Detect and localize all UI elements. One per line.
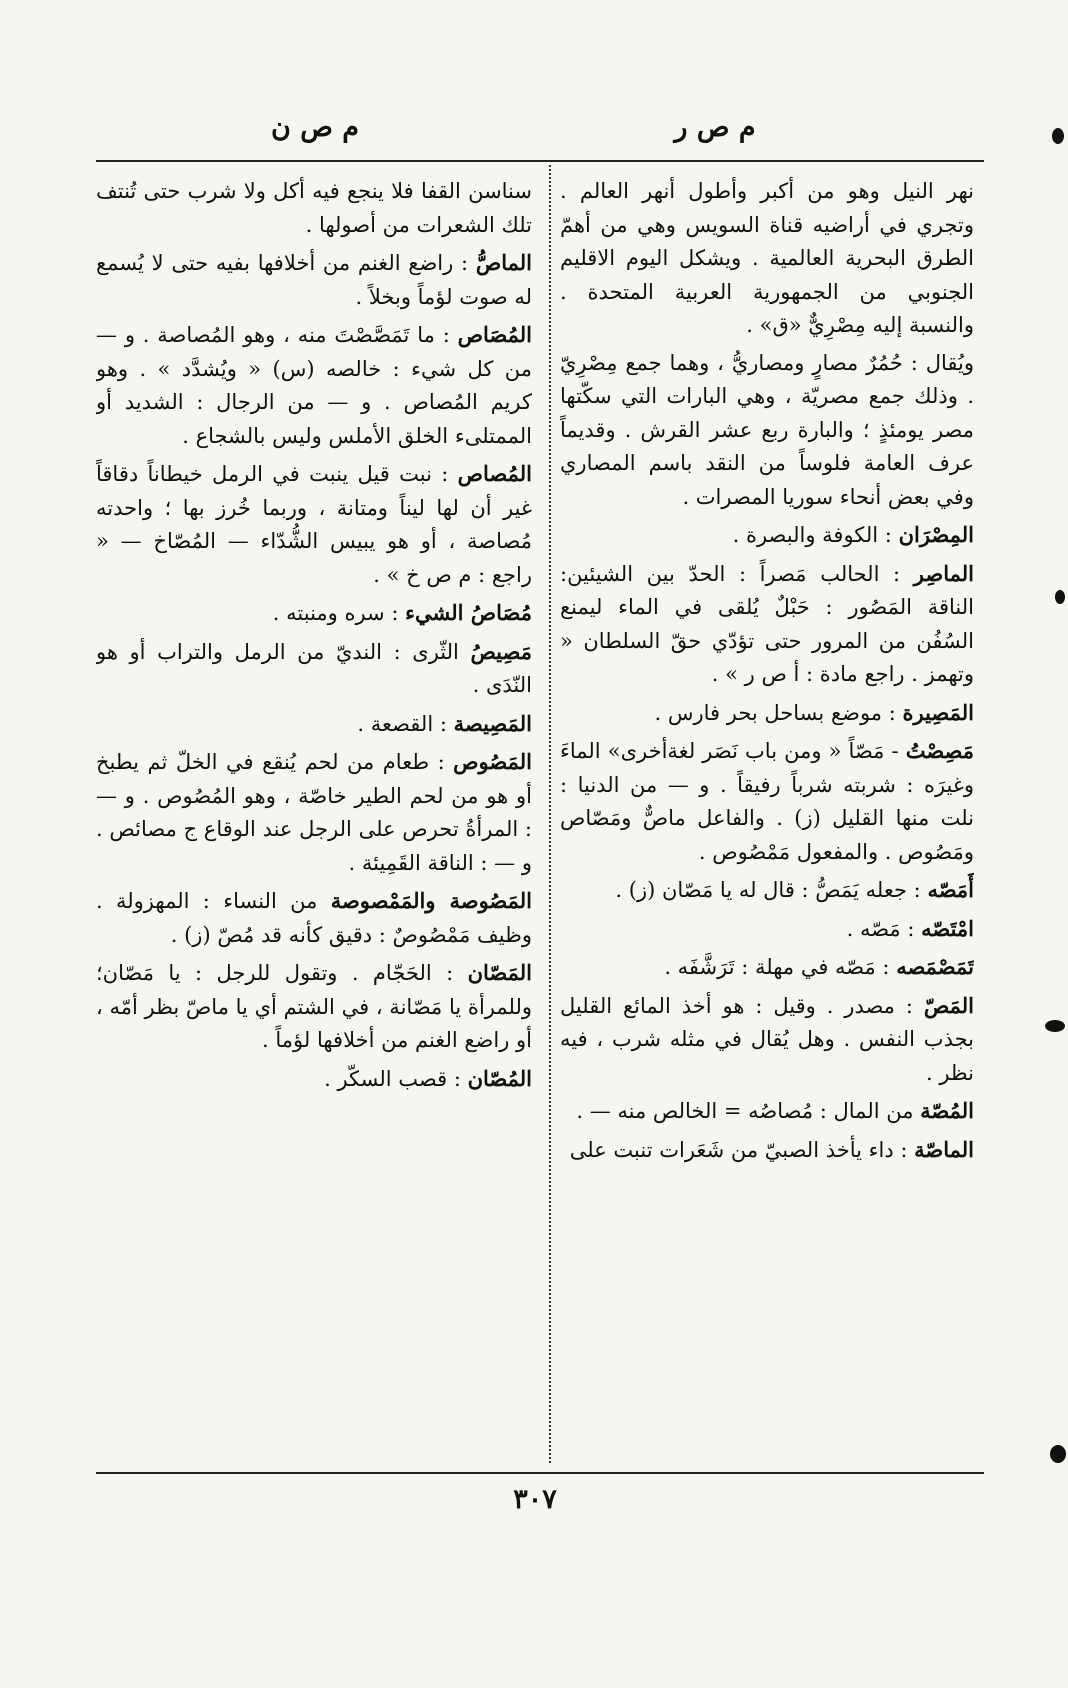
dictionary-entry bbox=[96, 635, 532, 703]
right-column bbox=[560, 175, 974, 1465]
dictionary-entry bbox=[560, 950, 974, 985]
scan-mark bbox=[1055, 590, 1065, 604]
entry-definition: : طعام من لحم يُنقع في الخلّ ثم يطبخ أو هو من لحم الطير خاصّة ، وهو المُصُوص . و — : المرأةُ تحرص على الرجل عند الوقاع ج مصائص . و — : الناقة القَمِيئة . bbox=[96, 750, 532, 875]
entry-headword: مَصِيصُ bbox=[470, 638, 532, 664]
dictionary-entry bbox=[560, 696, 974, 731]
entry-headword: المَصُوص bbox=[453, 749, 532, 774]
page-header bbox=[0, 112, 1068, 152]
dictionary-entry bbox=[560, 734, 974, 869]
entry-headword: امْتَصّه bbox=[921, 915, 974, 941]
entry-headword: المُصاص bbox=[457, 461, 532, 486]
entry-definition: : جعله يَمَصُّ : قال له يا مَصّان (ز) . bbox=[615, 878, 921, 902]
entry-definition: : داء يأخذ الصبيّ من شَعَرات تنبت على bbox=[569, 1137, 908, 1162]
entry-headword: أَمَصّه bbox=[927, 877, 974, 902]
header-root-right: م ص ر bbox=[674, 112, 756, 143]
entry-definition: من المال : مُصاصُه = الخالص منه — . bbox=[576, 1099, 914, 1123]
footer-rule bbox=[96, 1472, 984, 1474]
entry-headword: المُصّان bbox=[467, 1065, 532, 1091]
dictionary-entry bbox=[96, 318, 532, 453]
entry-headword: الماصّة bbox=[914, 1136, 974, 1162]
dictionary-entry bbox=[560, 557, 974, 692]
left-column bbox=[96, 175, 532, 1465]
entry-headword: المَصِيرة bbox=[902, 699, 974, 725]
entry-headword: المِصْرَان bbox=[898, 522, 974, 547]
dictionary-entry bbox=[560, 873, 974, 908]
dictionary-entry bbox=[96, 457, 532, 592]
entry-definition: : سره ومنبته . bbox=[272, 601, 399, 625]
entry-headword: مُصَاصُ الشيء bbox=[405, 600, 532, 625]
entry-definition: : ما تَمَصَّصْتَ منه ، وهو المُصاصة . و — من كل شيء : خالصه (س) « ويُشدَّد » . وهو كريم المُصاص . و — من الرجال : الشديد أو الممتلىء الخلق الأملس وليس بالشجاع . bbox=[96, 323, 532, 448]
dictionary-entry bbox=[560, 175, 974, 343]
scan-mark bbox=[1045, 1020, 1065, 1032]
dictionary-entry bbox=[96, 1062, 532, 1097]
dictionary-entry bbox=[96, 246, 532, 314]
dictionary-entry bbox=[560, 518, 974, 553]
entry-headword: المَصُوصة والمَمْصوصة bbox=[330, 888, 532, 913]
dictionary-entry bbox=[96, 884, 532, 952]
entry-headword: المُصّة bbox=[920, 1098, 974, 1123]
entry-headword: الماصُّ bbox=[475, 250, 532, 275]
column-divider bbox=[549, 165, 551, 1463]
dictionary-entry bbox=[560, 347, 974, 515]
entry-definition: : راضع الغنم من أخلافها بفيه حتى لا يُسمع له صوت لؤماً وبخلاً . bbox=[96, 251, 532, 309]
entry-definition: : نبت قيل ينبت في الرمل خيطاناً دقاقاً غير أن لها ليناً ومتانة ، وربما خُرز بها ؛ واحدته مُصاصة ، أو هو يبيس الشُّدّاء — المُصّاخ — « راجع : م ص خ » . bbox=[96, 462, 532, 587]
entry-headword: المَصّ bbox=[923, 992, 974, 1018]
entry-headword: المُصَاص bbox=[457, 322, 532, 347]
entry-definition: : القصعة . bbox=[357, 711, 447, 736]
entry-headword: المَصِيصة bbox=[453, 710, 532, 736]
header-rule bbox=[96, 160, 984, 162]
entry-definition: - مَصّاً « ومن باب نَصَر لغةأخرى» الماءَ وغيرَه : شربته شرباً رفيقاً . و — من الدنيا : نلت منها القليل (ز) . والفاعل ماصٌّ ومَصّاص ومَصُوص . والمفعول مَمْصُوص . bbox=[560, 739, 974, 864]
dictionary-entry bbox=[96, 175, 532, 242]
dictionary-entry bbox=[560, 912, 974, 947]
scan-mark bbox=[1052, 128, 1064, 144]
dictionary-entry bbox=[560, 1094, 974, 1129]
entry-definition: : مَصّه . bbox=[846, 916, 915, 941]
dictionary-entry bbox=[96, 956, 532, 1058]
entry-definition: : الحالب مَصراً : الحدّ بين الشيئين: الناقة المَصُور : حَبْلٌ يُلقى في الماء ليمنع السُفُن من المرور حتى تؤدّي حقّ السلطان « وتهمز . راجع مادة : أ ص ر » . bbox=[560, 561, 974, 686]
entry-definition: : مصدر . وقيل : هو أخذ المائع القليل بجذب النفس . وهل يُقال في مثله شرب ، فيه نظر . bbox=[560, 993, 974, 1085]
dictionary-entry bbox=[560, 989, 974, 1091]
entry-definition: : الحَجّام . وتقول للرجل : يا مَصّان؛ وللمرأة يا مَصّانة ، في الشتم أي يا ماصّ بظر أمّه ، أو راضع الغنم من أخلافها لؤماً . bbox=[96, 961, 532, 1052]
entry-headword: المَصّان bbox=[467, 960, 532, 985]
entry-definition: : موضع بساحل بحر فارس . bbox=[654, 700, 896, 725]
entry-definition: نهر النيل وهو من أكبر وأطول أنهر العالم . وتجري في أراضيه قناة السويس وهي من أهمّ الطرق البحرية العالمية . ويشكل اليوم الاقليم الجنوبي من الجمهورية العربية المتحدة . والنسبة إليه مِصْرِيٌّ «ق» . bbox=[560, 179, 974, 337]
entry-definition: : الكوفة والبصرة . bbox=[732, 523, 892, 547]
entry-definition: ويُقال : حُمُرٌ مصارٍ ومصاريُّ ، وهما جمع مِصْرِيّ . وذلك جمع مصريّة ، وهي البارات التي سكّتها مصر يومئذٍ ؛ والبارة ربع عشر القرش . وقديماً عرف العامة فلوساً من النقد باسم المصاري وفي بعض أنحاء سوريا المصرات . bbox=[560, 350, 974, 509]
dictionary-entry bbox=[96, 596, 532, 631]
entry-definition: : قصب السكّر . bbox=[324, 1066, 461, 1091]
entry-definition: : مَصّه في مهلة : تَرَشَّفَه . bbox=[664, 955, 890, 979]
entry-headword: مَصِصْتُ bbox=[905, 738, 974, 763]
page-number: ٣٠٧ bbox=[513, 1484, 557, 1515]
dictionary-entry bbox=[560, 1133, 974, 1168]
entry-definition: سناسن القفا فلا ينجع فيه أكل ولا شرب حتى تُنتف تلك الشعرات من أصولها . bbox=[96, 179, 532, 237]
entry-definition: الثّرى : النديّ من الرمل والتراب أو هو النّدَى . bbox=[96, 639, 532, 697]
dictionary-entry bbox=[96, 745, 532, 880]
entry-definition: من النساء : المهزولة . وظيف مَمْصُوصٌ : دقيق كأنه قد مُصّ (ز) . bbox=[96, 889, 532, 947]
dictionary-entry bbox=[96, 707, 532, 742]
entry-headword: الماصِر bbox=[913, 560, 974, 586]
header-root-left: م ص ن bbox=[271, 112, 359, 143]
scan-mark bbox=[1050, 1445, 1066, 1463]
entry-headword: تَمَصْمَصه bbox=[896, 954, 974, 979]
